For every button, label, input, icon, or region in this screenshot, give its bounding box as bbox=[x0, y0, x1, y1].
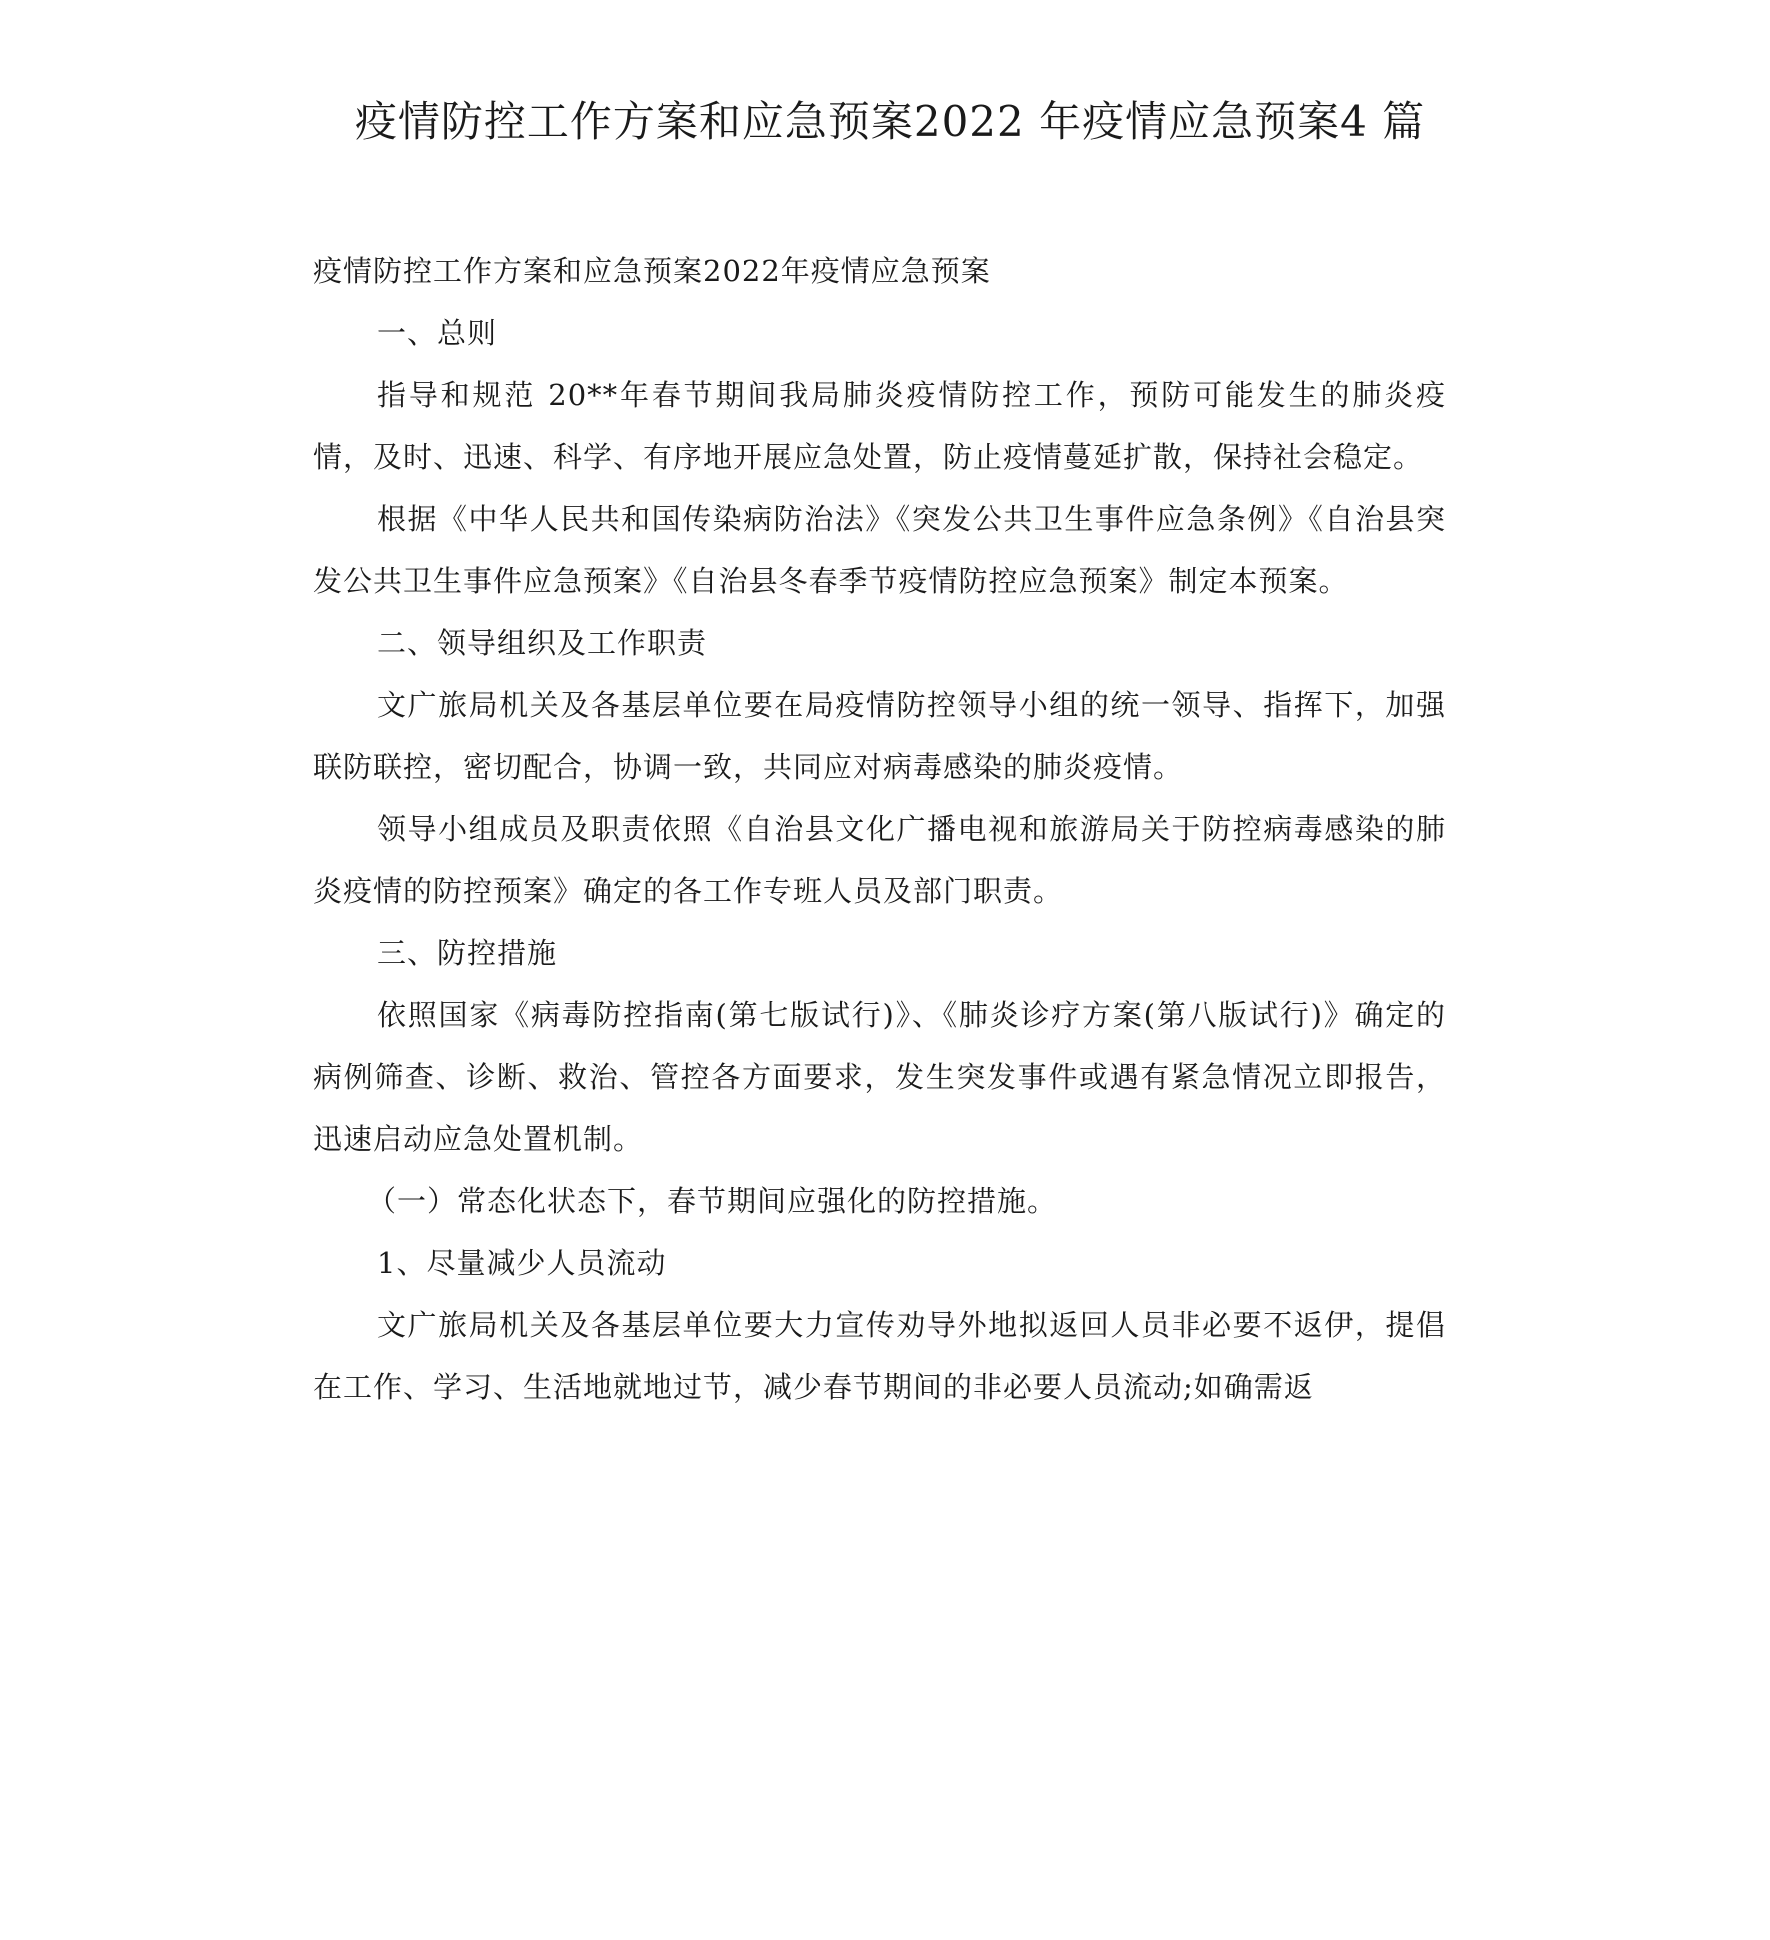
item-heading-reduce-movement: 1、尽量减少人员流动 bbox=[377, 1246, 667, 1280]
document-title: 疫情防控工作方案和应急预案2022 年疫情应急预案4 篇 bbox=[354, 97, 1426, 146]
section-heading-measures: 三、防控措施 bbox=[377, 936, 558, 970]
paragraph-leadership: 文广旅局机关及各基层单位要在局疫情防控领导小组的统一领导、指挥下，加强联防联控，密切配合，协调一致，共同应对病毒感染的肺炎疫情。 bbox=[313, 688, 1446, 784]
document-subtitle: 疫情防控工作方案和应急预案2022年疫情应急预案 bbox=[313, 254, 991, 288]
paragraph-measures: 依照国家《病毒防控指南(第七版试行)》、《肺炎诊疗方案(第八版试行)》确定的病例筛查、诊断、救治、管控各方面要求，发生突发事件或遇有紧急情况立即报告，迅速启动应急处置机制。 bbox=[313, 998, 1446, 1156]
paragraph-reduce-movement: 文广旅局机关及各基层单位要大力宣传劝导外地拟返回人员非必要不返伊，提倡在工作、学习、生活地就地过节，减少春节期间的非必要人员流动;如确需返 bbox=[313, 1308, 1446, 1404]
subsection-heading-normal-state: （一）常态化状态下，春节期间应强化的防控措施。 bbox=[367, 1184, 1058, 1218]
paragraph-purpose: 指导和规范 20**年春节期间我局肺炎疫情防控工作，预防可能发生的肺炎疫情，及时、迅速、科学、有序地开展应急处置，防止疫情蔓延扩散，保持社会稳定。 bbox=[313, 378, 1446, 474]
section-heading-leadership: 二、领导组织及工作职责 bbox=[377, 626, 708, 660]
paragraph-responsibilities: 领导小组成员及职责依照《自治县文化广播电视和旅游局关于防控病毒感染的肺炎疫情的防控预案》确定的各工作专班人员及部门职责。 bbox=[313, 812, 1446, 908]
document-body bbox=[313, 240, 1446, 1418]
paragraph-basis: 根据《中华人民共和国传染病防治法》《突发公共卫生事件应急条例》《自治县突发公共卫生事件应急预案》《自治县冬春季节疫情防控应急预案》制定本预案。 bbox=[313, 502, 1446, 598]
section-heading-general: 一、总则 bbox=[377, 316, 498, 350]
